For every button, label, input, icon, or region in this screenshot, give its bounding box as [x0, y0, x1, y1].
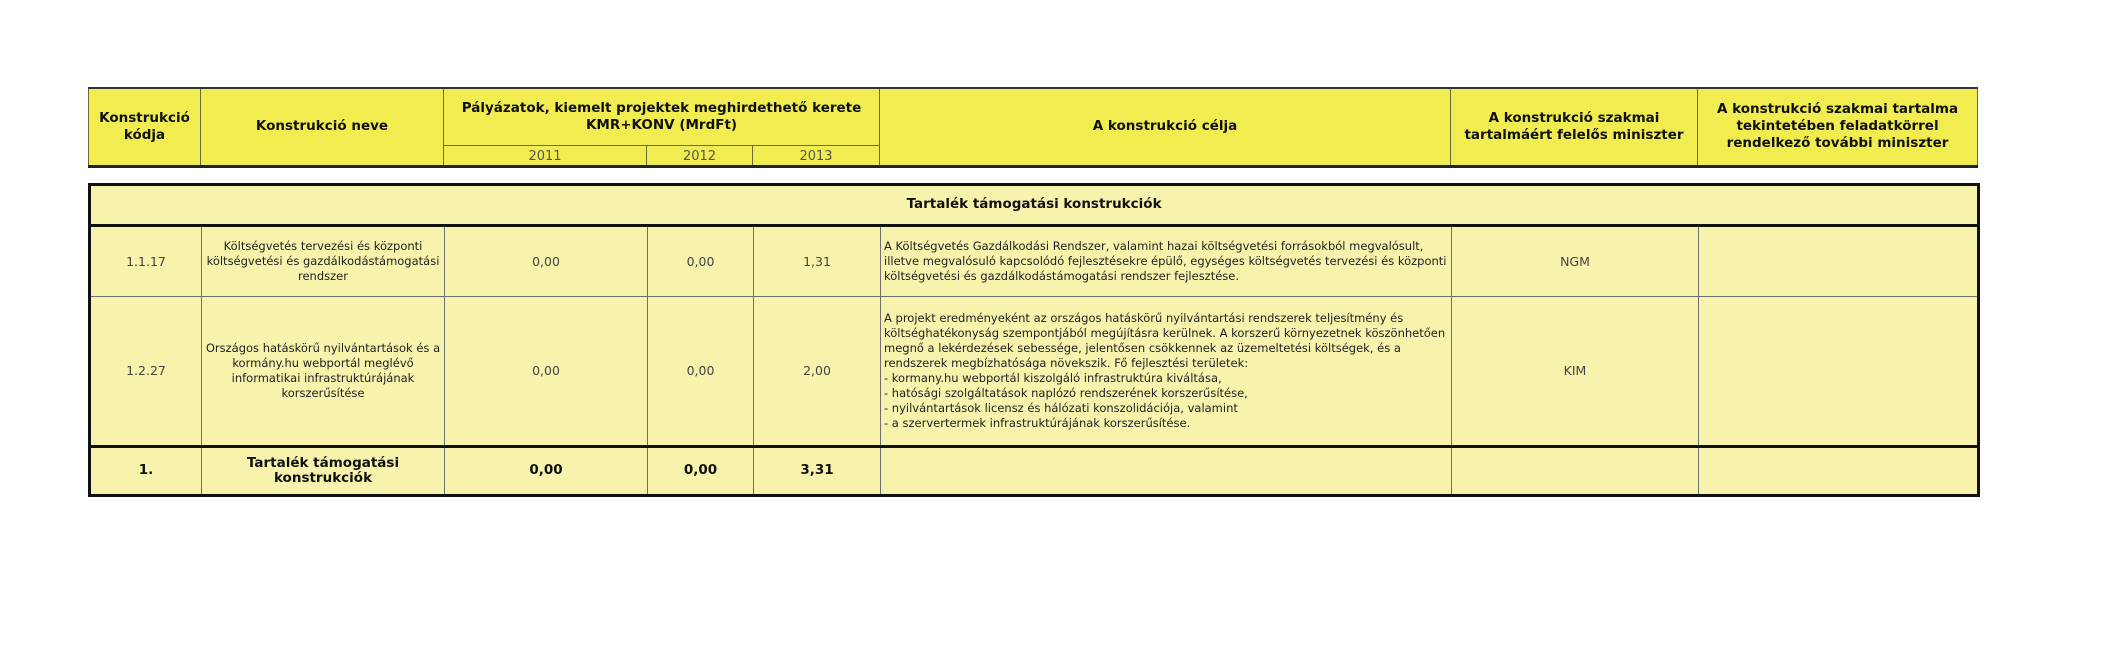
header-table: [88, 87, 1978, 168]
goal-line: költséghatékonyság szempontjából megújításra kerülnek. A korszerű környezetnek köszönhetően: [884, 325, 1446, 340]
document-wrapper: [88, 87, 1977, 497]
goal-line: - nyilvántartások licensz és hálózati konszolidációja, valamint: [884, 400, 1238, 415]
header-year-2011: 2011: [444, 145, 647, 166]
total-goal-empty: [881, 446, 1452, 495]
row-value-2012: 0,00: [648, 296, 754, 446]
total-value-2011: 0,00: [445, 446, 648, 495]
header-budget: Pályázatok, kiemelt projektek meghirdethető kerete KMR+KONV (MrdFt): [444, 88, 880, 145]
row-code: 1.2.27: [90, 296, 202, 446]
section-title-row: [90, 184, 1979, 225]
header-other-minister: A konstrukció szakmai tartalma tekintetében feladatkörrel rendelkező további miniszter: [1698, 88, 1978, 166]
row-value-2011: 0,00: [445, 296, 648, 446]
row-goal: [881, 296, 1452, 446]
goal-line: költségvetési és gazdálkodástámogatási rendszer fejlesztése.: [884, 268, 1240, 283]
row-minister: NGM: [1452, 225, 1699, 296]
row-value-2011: 0,00: [445, 225, 648, 296]
total-name: Tartalék támogatási konstrukciók: [202, 446, 445, 495]
total-other-minister-empty: [1699, 446, 1979, 495]
goal-line: - a szervertermek infrastruktúrájának korszerűsítése.: [884, 415, 1191, 430]
total-value-2013: 3,31: [754, 446, 881, 495]
total-row: [90, 446, 1979, 495]
table-row: [90, 225, 1979, 296]
header-year-2013: 2013: [753, 145, 880, 166]
row-other-minister: [1699, 296, 1979, 446]
goal-line: A projekt eredményeként az országos hatáskörű nyilvántartási rendszerek teljesítmény és: [884, 310, 1404, 325]
row-value-2012: 0,00: [648, 225, 754, 296]
row-name: Költségvetés tervezési és központi költségvetési és gazdálkodástámogatási rendszer: [202, 225, 445, 296]
data-table: [88, 183, 1980, 497]
total-code: 1.: [90, 446, 202, 495]
row-value-2013: 2,00: [754, 296, 881, 446]
header-goal: A konstrukció célja: [880, 88, 1451, 166]
goal-line: illetve megvalósuló kapcsolódó fejlesztésekre épülő, egységes költségvetés tervezési és központi: [884, 253, 1447, 268]
table-row: [90, 296, 1979, 446]
header-minister: A konstrukció szakmai tartalmáért felelős miniszter: [1451, 88, 1698, 166]
goal-line: - kormany.hu webportál kiszolgáló infrastruktúra kiváltása,: [884, 370, 1222, 385]
header-name: Konstrukció neve: [201, 88, 444, 166]
row-value-2013: 1,31: [754, 225, 881, 296]
goal-line: - hatósági szolgáltatások naplózó rendszerének korszerűsítése,: [884, 385, 1248, 400]
row-name: Országos hatáskörű nyilvántartások és a kormány.hu webportál meglévő informatikai infrastruktúrájának korszerűsítése: [202, 296, 445, 446]
row-minister: KIM: [1452, 296, 1699, 446]
total-value-2012: 0,00: [648, 446, 754, 495]
row-goal: [881, 225, 1452, 296]
section-title: Tartalék támogatási konstrukciók: [90, 184, 1979, 225]
header-year-2012: 2012: [647, 145, 753, 166]
header-code: Konstrukció kódja: [89, 88, 201, 166]
goal-line: A Költségvetés Gazdálkodási Rendszer, valamint hazai költségvetési forrásokból megvalósult,: [884, 238, 1424, 253]
row-other-minister: [1699, 225, 1979, 296]
total-minister-empty: [1452, 446, 1699, 495]
row-code: 1.1.17: [90, 225, 202, 296]
goal-line: rendszerek megbízhatósága növekszik. Fő fejlesztési területek:: [884, 355, 1249, 370]
goal-line: megnő a lekérdezések sebessége, jelentősen csökkennek az üzemeltetési költségek, és a: [884, 340, 1401, 355]
